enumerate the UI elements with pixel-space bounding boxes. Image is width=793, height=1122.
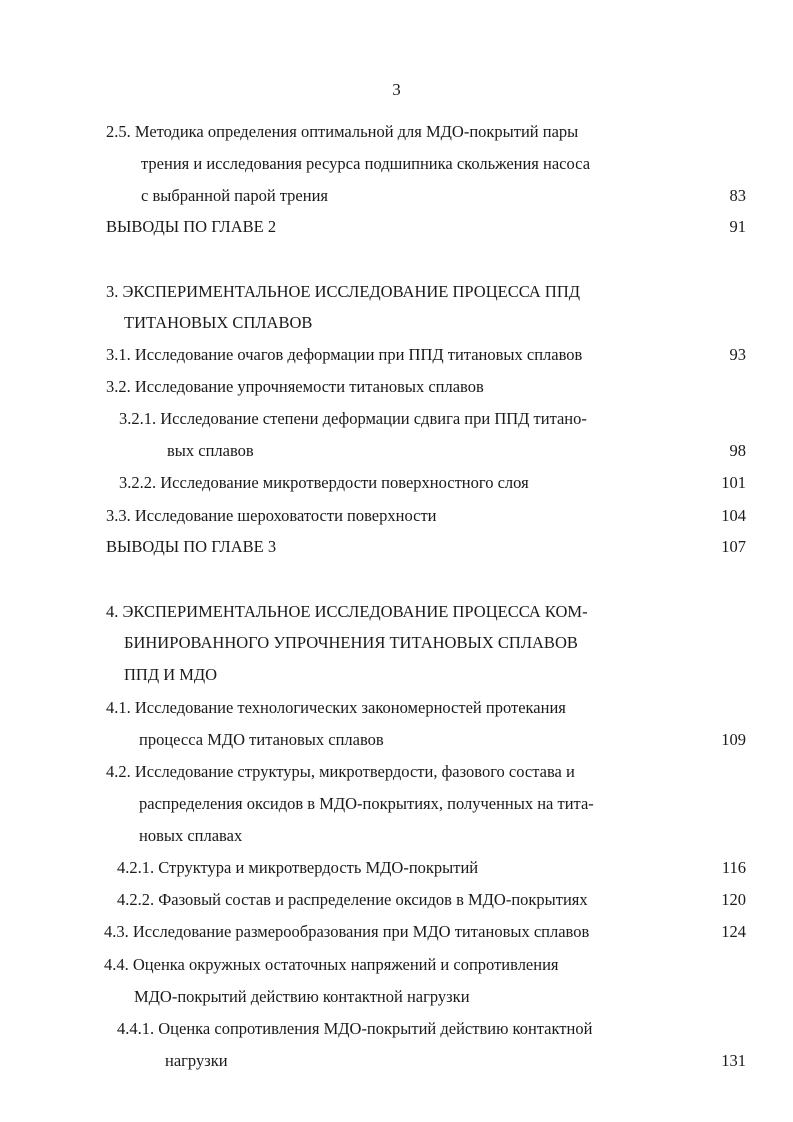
toc-entry-4-4-1-line-2: нагрузки xyxy=(165,1051,228,1070)
toc-chapter-3-line-1: 3. ЭКСПЕРИМЕНТАЛЬНОЕ ИССЛЕДОВАНИЕ ПРОЦЕССА ППД xyxy=(106,282,581,301)
toc-entry-3-3-page: 104 xyxy=(721,506,746,525)
toc-entry-2-5-line-1: 2.5. Методика определения оптимальной для МДО-покрытий пары xyxy=(106,122,579,141)
toc-entry-3-2-1-line-1: 3.2.1. Исследование степени деформации сдвига при ППД титано- xyxy=(119,409,587,428)
toc-entry-4-2-line-1: 4.2. Исследование структуры, микротвердости, фазового состава и xyxy=(106,762,575,781)
toc-entry-4-2-line-3: новых сплавах xyxy=(139,826,243,845)
toc-entry-4-1-line-2: процесса МДО титановых сплавов xyxy=(139,730,384,749)
toc-entry-conclusions-3-page: 107 xyxy=(721,537,746,556)
toc-entry-3-3: 3.3. Исследование шероховатости поверхности xyxy=(106,506,437,525)
toc-entry-2-5-page: 83 xyxy=(729,186,746,205)
toc-entry-4-2-2: 4.2.2. Фазовый состав и распределение оксидов в МДО-покрытиях xyxy=(117,890,588,909)
toc-chapter-3-line-2: ТИТАНОВЫХ СПЛАВОВ xyxy=(124,313,313,332)
toc-entry-4-2-line-2: распределения оксидов в МДО-покрытиях, полученных на тита- xyxy=(139,794,594,813)
toc-entry-conclusions-3: ВЫВОДЫ ПО ГЛАВЕ 3 xyxy=(106,537,277,556)
toc-entry-3-2-2: 3.2.2. Исследование микротвердости поверхностного слоя xyxy=(119,473,529,492)
toc-entry-4-3-page: 124 xyxy=(721,922,746,941)
page-number: 3 xyxy=(392,80,401,99)
toc-entry-3-2-2-page: 101 xyxy=(721,473,746,492)
toc-entry-2-5-line-2: трения и исследования ресурса подшипника скольжения насоса xyxy=(141,154,591,173)
toc-entry-3-2-1-page: 98 xyxy=(729,441,746,460)
toc-entry-4-4-line-2: МДО-покрытий действию контактной нагрузки xyxy=(134,987,470,1006)
toc-entry-4-4-line-1: 4.4. Оценка окружных остаточных напряжений и сопротивления xyxy=(104,955,559,974)
toc-entry-conclusions-2: ВЫВОДЫ ПО ГЛАВЕ 2 xyxy=(106,217,277,236)
toc-entry-4-2-2-page: 120 xyxy=(721,890,746,909)
toc-entry-4-1-line-1: 4.1. Исследование технологических закономерностей протекания xyxy=(106,698,566,717)
toc-entry-conclusions-2-page: 91 xyxy=(729,217,746,236)
toc-entry-4-4-1-line-1: 4.4.1. Оценка сопротивления МДО-покрытий действию контактной xyxy=(117,1019,593,1038)
toc-entry-3-2: 3.2. Исследование упрочняемости титановых сплавов xyxy=(106,377,484,396)
toc-chapter-4-line-2: БИНИРОВАННОГО УПРОЧНЕНИЯ ТИТАНОВЫХ СПЛАВОВ xyxy=(124,633,578,652)
toc-entry-3-2-1-line-2: вых сплавов xyxy=(167,441,254,460)
toc-entry-3-1: 3.1. Исследование очагов деформации при ППД титановых сплавов xyxy=(106,345,583,364)
toc-entry-4-2-1: 4.2.1. Структура и микротвердость МДО-покрытий xyxy=(117,858,479,877)
toc-entry-2-5-line-3: с выбранной парой трения xyxy=(141,186,329,205)
toc-chapter-4-line-3: ППД И МДО xyxy=(124,665,218,684)
toc-entry-4-2-1-page: 116 xyxy=(721,858,746,877)
toc-entry-4-4-1-page: 131 xyxy=(721,1051,746,1070)
toc-entry-4-1-page: 109 xyxy=(721,730,746,749)
toc-entry-4-3: 4.3. Исследование размерообразования при МДО титановых сплавов xyxy=(104,922,590,941)
toc-entry-3-1-page: 93 xyxy=(729,345,746,364)
toc-chapter-4-line-1: 4. ЭКСПЕРИМЕНТАЛЬНОЕ ИССЛЕДОВАНИЕ ПРОЦЕССА КОМ- xyxy=(106,602,588,621)
